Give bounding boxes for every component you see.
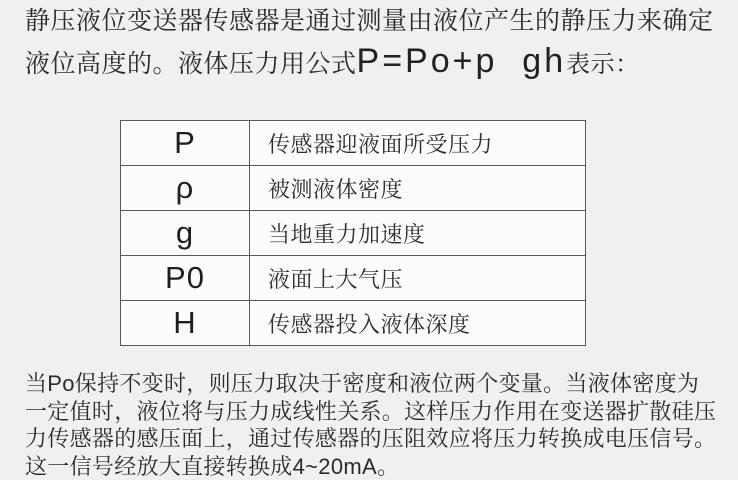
body-line-3: 力传感器的感压面上，通过传感器的压阻效应将压力转换成电压信号。: [25, 425, 735, 453]
intro-paragraph: [25, 2, 725, 86]
table-row: [121, 301, 586, 346]
description-cell: 被测液体密度: [250, 166, 586, 211]
body-line-1: 当Po保持不变时，则压力取决于密度和液位两个变量。当液体密度为: [25, 370, 735, 398]
description-cell: 传感器投入液体深度: [250, 301, 586, 346]
symbol-cell: ρ: [121, 166, 250, 211]
body-line-4: 这一信号经放大直接转换成4~20mA。: [25, 453, 735, 480]
table-row: [121, 211, 586, 256]
description-cell: 传感器迎液面所受压力: [250, 121, 586, 166]
table-row: [121, 166, 586, 211]
intro-line-2: [25, 40, 725, 86]
symbol-table: [120, 120, 586, 346]
symbol-cell: P0: [121, 256, 250, 301]
symbol-cell: g: [121, 211, 250, 256]
pressure-formula: P=Po+p gh: [357, 42, 567, 80]
intro-line2-prefix: 液位高度的。液体压力用公式: [25, 50, 357, 78]
description-cell: 液面上大气压: [250, 256, 586, 301]
table-row: [121, 121, 586, 166]
intro-line-1: 静压液位变送器传感器是通过测量由液位产生的静压力来确定: [25, 2, 725, 40]
symbol-cell: H: [121, 301, 250, 346]
intro-line2-suffix: 表示：: [566, 51, 640, 78]
symbol-cell: P: [121, 121, 250, 166]
table-row: [121, 256, 586, 301]
body-paragraph: [25, 370, 735, 480]
body-line-2: 一定值时，液位将与压力成线性关系。这样压力作用在变送器扩散硅压: [25, 398, 735, 426]
description-cell: 当地重力加速度: [250, 211, 586, 256]
